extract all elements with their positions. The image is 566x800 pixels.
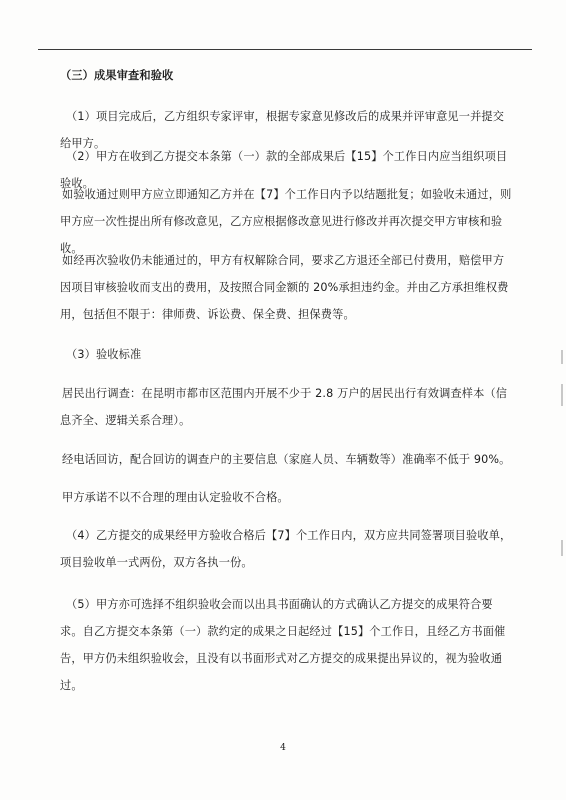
scan-artifact bbox=[561, 384, 563, 406]
paragraph-10: （5）甲方亦可选择不组织验收会而以出具书面确认的方式确认乙方提交的成果符合要求。自乙方提交本条第（一）款约定的成果之日起经过【15】个工作日，且经乙方书面催告，甲方仍未组织验收会，且没有以书面形式对乙方提交的成果提出异议的，视为验收通过。 bbox=[60, 598, 506, 692]
scan-artifact bbox=[561, 350, 563, 364]
paragraph-4: 如经再次验收仍未能通过的，甲方有权解除合同，要求乙方退还全部已付费用，赔偿甲方因项目审核验收而支出的费用，及按照合同金额的 20%承担违约金。并由乙方承担维权费用，包括但不限于：律师费、诉讼费、保全费、担保费等。 bbox=[60, 254, 509, 321]
paragraph-8: 甲方承诺不以不合理的理由认定验收不合格。 bbox=[62, 491, 289, 504]
paragraph-9: （4）乙方提交的成果经甲方验收合格后【7】个工作日内，双方应共同签署项目验收单，项目验收单一式两份，双方各执一份。 bbox=[60, 529, 512, 569]
section-heading: （三）成果审查和验收 bbox=[60, 69, 174, 82]
header-rule bbox=[38, 49, 532, 50]
paragraph-5: （3）验收标准 bbox=[66, 348, 142, 361]
paragraph-3: 如验收通过则甲方应立即通知乙方并在【7】个工作日内予以结题批复；如验收未通过，则甲方应一次性提出所有修改意见，乙方应根据修改意见进行修改并再次提交甲方审核和验收。 bbox=[60, 188, 512, 255]
paragraph-7: 经电话回访，配合回访的调查户的主要信息（家庭人员、车辆数等）准确率不低于 90%。 bbox=[62, 453, 511, 466]
page-number: 4 bbox=[280, 743, 286, 753]
paragraph-2: （2）甲方在收到乙方提交本条第（一）款的全部成果后【15】个工作日内应当组织项目验收。 bbox=[60, 150, 508, 190]
scan-artifact bbox=[561, 540, 563, 556]
paragraph-1: （1）项目完成后，乙方组织专家评审，根据专家意见修改后的成果并评审意见一并提交给甲方。 bbox=[60, 110, 505, 150]
paragraph-6: 居民出行调查：在昆明市都市区范围内开展不少于 2.8 万户的居民出行有效调查样本（信息齐全、逻辑关系合理）。 bbox=[60, 387, 508, 427]
